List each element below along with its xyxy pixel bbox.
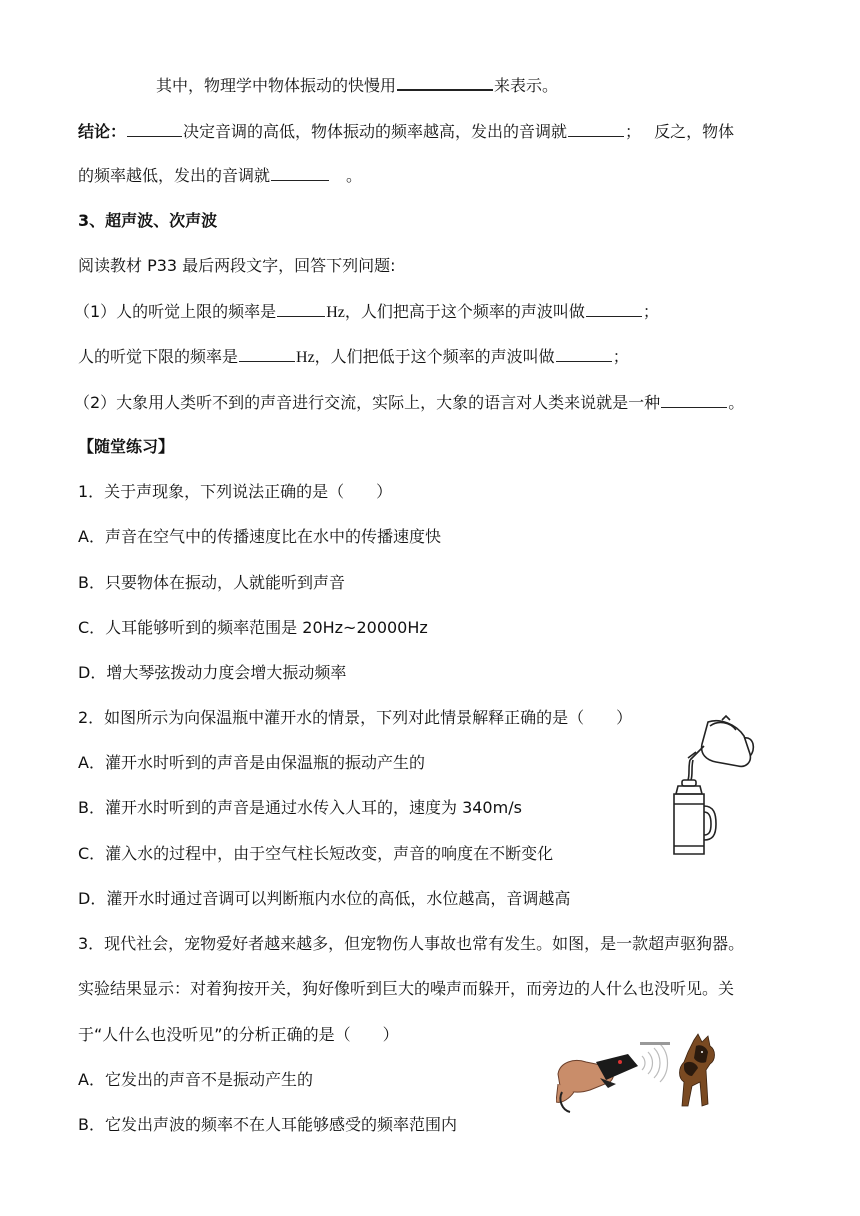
conclusion-line-1	[78, 120, 734, 143]
question-1-stem: 1．关于声现象，下列说法正确的是（ ）	[78, 482, 393, 501]
q2-line	[74, 391, 744, 414]
section-heading: 3、超声波、次声波	[78, 211, 218, 230]
practice-heading: 【随堂练习】	[78, 437, 175, 456]
answer-blank[interactable]	[556, 345, 612, 362]
conclusion-label: 结论：	[78, 122, 127, 141]
ultrasonic-dog-repeller-icon	[556, 1032, 734, 1118]
conclusion-text-d: 。	[330, 166, 363, 185]
question-2-option-a[interactable]: A．灌开水时听到的声音是由保温瓶的振动产生的	[78, 753, 425, 772]
kettle-pouring-thermos-icon	[660, 714, 770, 864]
intro-line	[156, 73, 558, 97]
answer-blank[interactable]	[127, 120, 182, 137]
answer-blank[interactable]	[586, 300, 642, 317]
question-3-option-a[interactable]: A．它发出的声音不是振动产生的	[78, 1070, 313, 1089]
q1-text-d: 人的听觉下限的频率是	[78, 347, 239, 366]
q1-line-1	[74, 300, 659, 324]
q1-text-b: Hz，人们把高于这个频率的声波叫做	[326, 304, 585, 321]
question-1-option-c[interactable]: C．人耳能够听到的频率范围是 20Hz~20000Hz	[78, 618, 428, 637]
answer-blank[interactable]	[661, 391, 727, 408]
question-2-stem: 2．如图所示为向保温瓶中灌开水的情景，下列对此情景解释正确的是（ ）	[78, 708, 633, 727]
q1-text-f: ；	[612, 347, 629, 366]
question-1-option-a[interactable]: A．声音在空气中的传播速度比在水中的传播速度快	[78, 527, 441, 546]
conclusion-line-2	[78, 164, 362, 187]
answer-blank[interactable]	[239, 345, 295, 362]
question-1-option-b[interactable]: B．只要物体在振动，人就能听到声音	[78, 573, 345, 592]
q1-line-2	[78, 345, 629, 369]
question-3-stem-1: 3．现代社会，宠物爱好者越来越多，但宠物伤人事故也常有发生。如图，是一款超声驱狗器。	[78, 934, 745, 953]
q2-text-a: （2）大象用人类听不到的声音进行交流，实际上，大象的语言对人类来说就是一种	[74, 393, 661, 412]
q1-text-e: Hz，人们把低于这个频率的声波叫做	[296, 349, 555, 366]
question-2-option-b[interactable]: B．灌开水时听到的声音是通过水传入人耳的，速度为 340m/s	[78, 798, 522, 817]
conclusion-text-c: 的频率越低，发出的音调就	[78, 166, 271, 185]
q1-text-a: （1）人的听觉上限的频率是	[74, 302, 277, 321]
answer-blank[interactable]	[271, 164, 329, 181]
intro-text-b: 来表示。	[494, 76, 559, 95]
q1-text-c: ；	[642, 302, 659, 321]
question-1-option-d[interactable]: D．增大琴弦拨动力度会增大振动频率	[78, 663, 347, 682]
intro-text-a: 其中，物理学中物体振动的快慢用	[156, 76, 397, 95]
q2-text-b: 。	[728, 393, 745, 412]
conclusion-text-a: 决定音调的高低，物体振动的频率越高，发出的音调就	[183, 122, 568, 141]
question-2-option-d[interactable]: D．灌开水时通过音调可以判断瓶内水位的高低，水位越高，音调越高	[78, 889, 571, 908]
question-2-option-c[interactable]: C．灌入水的过程中，由于空气柱长短改变，声音的响度在不断变化	[78, 844, 554, 863]
answer-blank[interactable]	[397, 73, 493, 91]
question-3-option-b[interactable]: B．它发出声波的频率不在人耳能够感受的频率范围内	[78, 1115, 457, 1134]
instruction: 阅读教材 P33 最后两段文字，回答下列问题:	[78, 256, 396, 275]
conclusion-text-b: ； 反之，物体	[625, 122, 735, 141]
answer-blank[interactable]	[568, 120, 624, 137]
question-3-stem-3: 于“人什么也没听见”的分析正确的是（ ）	[78, 1025, 399, 1044]
answer-blank[interactable]	[277, 300, 325, 317]
question-3-stem-2: 实验结果显示：对着狗按开关，狗好像听到巨大的噪声而躲开，而旁边的人什么也没听见。关	[78, 979, 735, 998]
